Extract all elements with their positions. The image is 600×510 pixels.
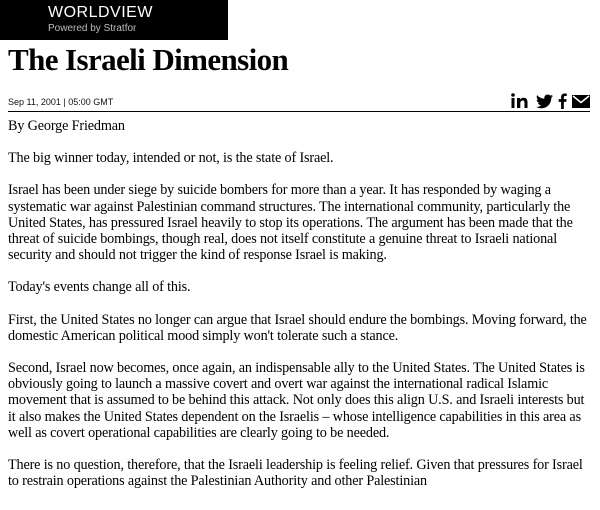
- share-bar: [511, 92, 590, 110]
- article-byline: By George Friedman: [8, 118, 125, 134]
- email-icon[interactable]: [572, 95, 590, 108]
- twitter-icon[interactable]: [536, 94, 553, 109]
- article-paragraph: Second, Israel now becomes, once again, an indispensable ally to the United States. The United States is obviously going to launch a massive covert and overt war against the international radical Islamic movement that is assumed to be behind this attack. Not only does this align U.S. and Israeli interests but it also makes the United States dependent on the Israelis – whose intelligence capabilities in this area as well as covert operational capabilities are clearly going to be needed.: [8, 360, 585, 441]
- article-paragraph: Israel has been under siege by suicide bombers for more than a year. It has responded by waging a systematic war against Palestinian command structures. The international community, particularly the United States, has pressured Israel heavily to stop its operations. The argument has been made that the threat of suicide bombings, though real, does not itself constitute a genuine threat to Israeli national security and should not trigger the kind of response Israel is making.: [8, 182, 573, 264]
- article-title: The Israeli Dimension: [8, 42, 289, 77]
- article-paragraph: The big winner today, intended or not, is the state of Israel.: [8, 150, 334, 167]
- article-paragraph: There is no question, therefore, that the Israeli leadership is feeling relief. Given that pressures for Israel to restrain operations against the Palestinian Authority and other Palestinian: [8, 457, 583, 490]
- article-body: [8, 118, 590, 505]
- article-paragraph: First, the United States no longer can argue that Israel should endure the bombings. Moving forward, the domestic American political mood simply won't tolerate such a stance.: [8, 311, 587, 344]
- brand-banner[interactable]: [0, 0, 228, 40]
- facebook-icon[interactable]: [558, 93, 567, 109]
- brand-name: WORLDVIEW: [48, 4, 153, 21]
- linkedin-icon[interactable]: [511, 93, 531, 109]
- article-date: Sep 11, 2001 | 05:00 GMT: [8, 97, 114, 107]
- article-paragraph: Today's events change all of this.: [8, 279, 191, 296]
- brand-tagline: Powered by Stratfor: [48, 23, 137, 34]
- header-divider: [8, 111, 590, 112]
